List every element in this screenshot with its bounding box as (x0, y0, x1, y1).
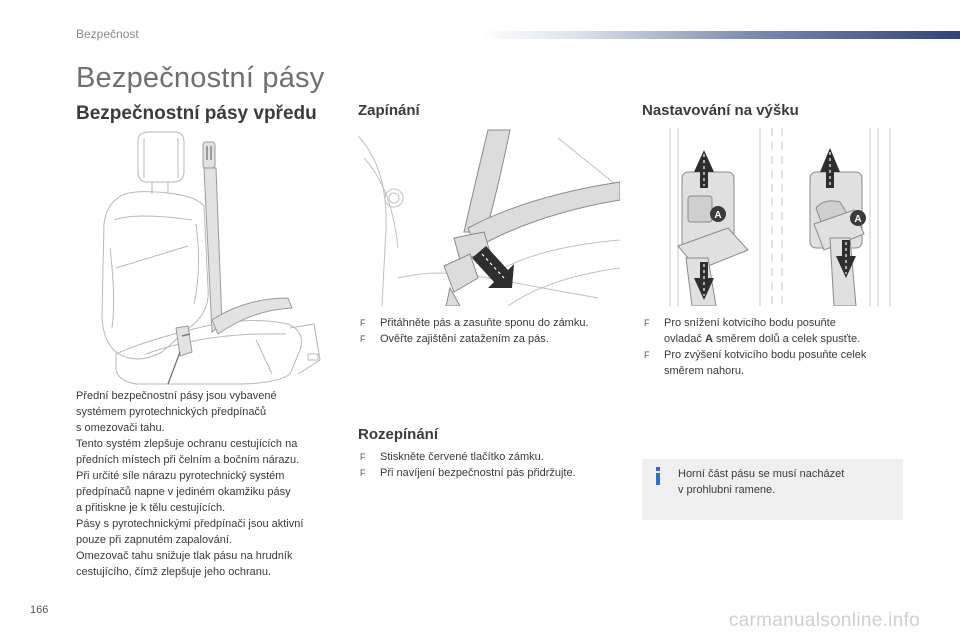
front-belts-text (76, 388, 346, 580)
list-item (358, 331, 628, 347)
front-text-line: Při určité síle nárazu pyrotechnický systém (76, 470, 285, 482)
info-text (678, 466, 893, 498)
front-belts-heading: Bezpečnostní pásy vpředu (76, 103, 317, 124)
info-line: Horní část pásu se musí nacházet (678, 468, 845, 480)
front-text-line: předpínačů napne v jediném okamžiku pásy (76, 486, 291, 498)
front-text-line: s omezovači tahu. (76, 422, 165, 434)
list-item-text: Pro zvýšení kotvicího bodu posuňte celek (664, 349, 867, 361)
list-item (642, 315, 912, 347)
unfastening-steps (358, 449, 628, 481)
front-text-line: Pásy s pyrotechnickými předpínači jsou aktivní (76, 518, 304, 530)
list-item-text: Stiskněte červené tlačítko zámku. (380, 451, 544, 463)
label-a-right: A (854, 214, 862, 225)
list-item-text: Přitáhněte pás a zasuňte sponu do zámku. (380, 317, 589, 329)
unfastening-heading: Rozepínání (358, 426, 439, 443)
height-adjust-heading: Nastavování na výšku (642, 102, 799, 119)
section-label: Bezpečnost (76, 27, 139, 41)
list-item-text: ovladač (664, 333, 705, 345)
list-item-text: směrem dolů a celek spusťte. (712, 333, 861, 345)
height-adjust-steps (642, 315, 912, 379)
label-a-left: A (714, 210, 722, 221)
front-text-line: Tento systém zlepšuje ochranu cestujících na (76, 438, 298, 450)
list-item-text: Při navíjení bezpečnostní pás přidržujte. (380, 467, 576, 479)
list-item (358, 315, 628, 331)
page-number: 166 (30, 604, 49, 616)
watermark: carmanualsonline.info (728, 610, 920, 631)
list-item (358, 449, 628, 465)
bullet-icon: F (360, 452, 366, 462)
front-text-line: Omezovač tahu snižuje tlak pásu na hrudník (76, 550, 293, 562)
fastening-heading: Zapínání (358, 102, 420, 119)
list-item-text: směrem nahoru. (664, 365, 745, 377)
bullet-icon: F (360, 468, 366, 478)
bullet-icon: F (360, 318, 366, 328)
bullet-icon: F (360, 334, 366, 344)
list-item (358, 465, 628, 481)
header-bar (478, 31, 960, 39)
list-item-text: Pro snížení kotvicího bodu posuňte (664, 317, 836, 329)
front-text-line: předních místech při čelním a bočním nárazu. (76, 454, 300, 466)
front-text-line: a přitiskne je k tělu cestujících. (76, 502, 226, 514)
info-icon (653, 467, 663, 485)
front-text-line: pouze při zapnutém zapalování. (76, 534, 232, 546)
front-text-line: systémem pyrotechnických předpínačů (76, 406, 267, 418)
front-text-line: cestujícího, čímž zlepšuje jeho ochranu. (76, 566, 272, 578)
bullet-icon: F (644, 318, 650, 328)
bullet-icon: F (644, 350, 650, 360)
info-line: v prohlubni ramene. (678, 484, 776, 496)
fastening-steps (358, 315, 628, 347)
page-title: Bezpečnostní pásy (76, 62, 325, 94)
fastening-illustration (358, 128, 620, 306)
front-text-line: Přední bezpečnostní pásy jsou vybavené (76, 390, 277, 402)
list-item-text: Ověřte zajištění zatažením za pás. (380, 333, 549, 345)
seat-belt-illustration (76, 128, 346, 386)
list-item (642, 347, 912, 379)
height-adjust-illustration (664, 128, 902, 306)
control-a-label: A (704, 333, 713, 345)
